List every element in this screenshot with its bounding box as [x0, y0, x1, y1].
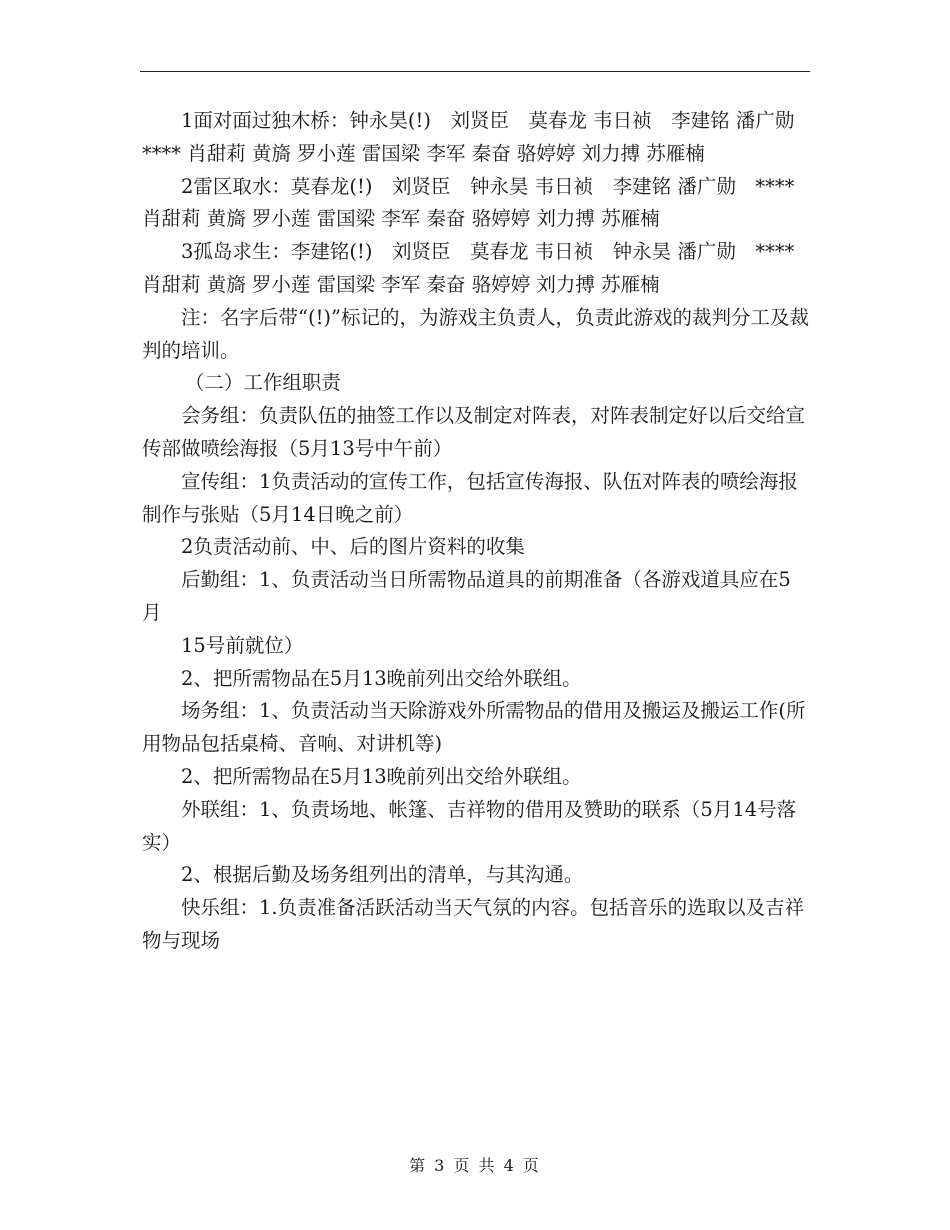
paragraph-logistics-group: 后勤组：1、负责活动当日所需物品道具的前期准备（各游戏道具应在5 月 [142, 568, 791, 624]
paragraph-note: 注：名字后带“(!)”标记的，为游戏主负责人，负责此游戏的裁判分工及裁判的培训。 [142, 305, 809, 362]
paragraph-meeting-group: 会务组：负责队伍的抽签工作以及制定对阵表，对阵表制定好以后交给宣传部做喷绘海报（5月13号中午前） [142, 404, 806, 460]
paragraph-publicity-item-2: 2负责活动前、中、后的图片资料的收集 [181, 535, 525, 559]
document-body [142, 105, 814, 958]
paragraph-game-3: 3孤岛求生：李建铭(!) 刘贤臣 莫春龙 韦日祯 钟永昊 潘广勋 **** 肖甜莉 黄旖 罗小莲 雷国梁 李军 秦奋 骆婷婷 刘力搏 苏雁楠 [142, 240, 814, 296]
paragraph-venue-group: 场务组：1、负责活动当天除游戏外所需物品的借用及搬运及搬运工作(所用物品包括桌椅、音响、对讲机等) [142, 699, 806, 756]
paragraph-game-2: 2雷区取水：莫春龙(!) 刘贤臣 钟永昊 韦日祯 李建铭 潘广勋 **** 肖甜莉 黄旖 罗小莲 雷国梁 李军 秦奋 骆婷婷 刘力搏 苏雁楠 [142, 174, 814, 231]
paragraph-game-1: 1面对面过独木桥：钟永昊(!) 刘贤臣 莫春龙 韦日祯 李建铭 潘广勋 **** 肖甜莉 黄旖 罗小莲 雷国梁 李军 秦奋 骆婷婷 刘力搏 苏雁楠 [142, 109, 814, 165]
header-rule [140, 71, 810, 72]
page-footer: 第 3 页 共 4 页 [409, 1156, 541, 1175]
paragraph-logistics-item-2: 2、把所需物品在5月13晚前列出交给外联组。 [181, 666, 582, 690]
paragraph-venue-item-2: 2、把所需物品在5月13晚前列出交给外联组。 [181, 764, 582, 788]
paragraph-liaison-group: 外联组：1、负责场地、帐篷、吉祥物的借用及赞助的联系（5月14号落实） [142, 797, 797, 854]
paragraph-liaison-item-2: 2、根据后勤及场务组列出的清单，与其沟通。 [181, 863, 584, 887]
paragraph-fun-group: 快乐组：1.负责准备活跃活动当天气氛的内容。包括音乐的选取以及吉祥物与现场 [142, 896, 805, 952]
section-heading: （二）工作组职责 [184, 371, 341, 395]
paragraph-publicity-group: 宣传组：1负责活动的宣传工作，包括宣传海报、队伍对阵表的喷绘海报制作与张贴（5月14日晚之前） [142, 469, 798, 526]
paragraph-logistics-continued: 15号前就位） [181, 633, 304, 657]
